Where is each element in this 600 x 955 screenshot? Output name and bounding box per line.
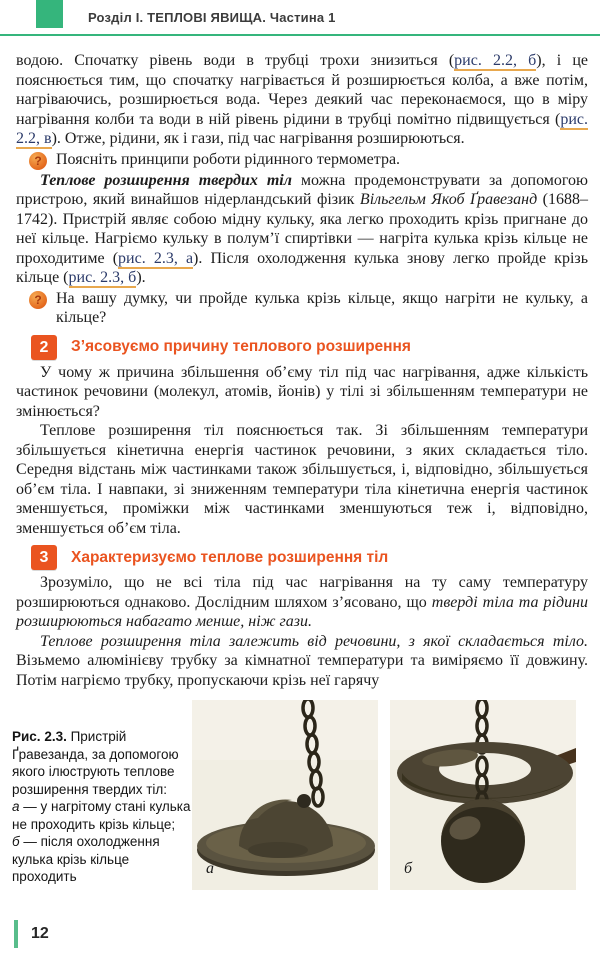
paragraph-text: ). — [136, 269, 146, 286]
chapter-color-tab — [36, 0, 63, 28]
section-number-badge: 2 — [31, 335, 57, 360]
paragraph-text: Зрозуміло, що не всі тіла під час нагрівання на ту саму температуру розширюються однаково. Дослідним шляхом з’ясовано, що — [16, 574, 588, 611]
paragraph-depends-on-substance — [16, 632, 588, 691]
chapter-running-title: Розділ І. ТЕПЛОВІ ЯВИЩА. Частина 1 — [88, 10, 336, 25]
question-icon: ? — [29, 152, 47, 170]
emphasized-statement: тверді тіла та рідини розширюються набагато менше, ніж гази. — [16, 593, 588, 630]
scientist-name: Вільгельм Якоб Ґравезанд — [359, 191, 538, 208]
paragraph-cause-question: У чому ж причина збільшення об’єму тіл під час нагрівання, адже кількість частинок речовини (молекул, атомів, йонів) у тілі зі збільшенням температури не змінюється? — [16, 363, 588, 420]
page-footer — [14, 920, 49, 948]
question-thermometer — [16, 150, 588, 170]
photo-a-illustration — [192, 700, 378, 890]
paragraph-text: ). Отже, рідини, як і гази, під час нагрівання розширюються. — [51, 130, 465, 147]
section-number-badge: 3 — [31, 545, 57, 570]
question-text: На вашу думку, чи пройде кулька крізь кільце, якщо нагріти не кульку, а кільце? — [56, 289, 588, 326]
page-number: 12 — [31, 925, 49, 942]
paragraph-text: можна продемонструвати за допомогою пристрою, який винайшов нідерландський фізик — [16, 171, 589, 208]
caption-item-b-marker: б — [12, 834, 20, 849]
figure-2-3a-link[interactable]: рис. 2.3, а — [118, 249, 194, 267]
caption-item-a-marker: а — [12, 799, 20, 814]
figure-2-3 — [12, 700, 600, 890]
figure-label: Рис. 2.3. — [12, 729, 67, 744]
paragraph-text: Візьмемо алюмінієву трубку за кімнатної температури та виміряємо її довжину. Потім нагріємо трубку, пропускаючи крізь неї гарячу — [16, 652, 588, 689]
section-heading-2 — [16, 335, 588, 360]
key-term: Теплове розширення твердих тіл — [40, 171, 292, 189]
question-icon: ? — [29, 291, 47, 309]
figure-2-2b-link[interactable]: рис. 2.2, б — [454, 52, 537, 69]
paragraph-text: (1688–1742). Пристрій являє собою мідну кульку, яка легко проходить крізь пригнане до неї кільце. Нагріємо кульку в полум’ї спиртівки — нагріта кулька крізь кільце не проходитиме ( — [16, 191, 589, 267]
section-title: Характеризуємо теплове розширення тіл — [71, 548, 389, 566]
paragraph-text: ). Після охолодження кулька знову легко пройде крізь кільце ( — [16, 249, 589, 286]
paragraph-text: ), і це пояснюється тим, що спочатку нагрівається й розширюється колба, а вже потім, нагріваючись, розширюється вода. Через деякий час переконаємося, що в міру нагрівання колби та води в ній рівень рідини в трубці помітно підвищується ( — [16, 52, 589, 128]
page-number-accent-bar — [14, 920, 18, 948]
photo-b-label: б — [404, 860, 413, 877]
paragraph-expansion-differs — [16, 573, 588, 632]
photo-b-ball-below-ring — [390, 700, 576, 890]
question-ring-heated — [16, 289, 588, 328]
caption-item-a-text: — у нагрітому стані кулька не проходить крізь кільце; — [12, 799, 191, 832]
paragraph-solids-expansion — [16, 171, 588, 288]
figure-2-3b-link[interactable]: рис. 2.3, б — [68, 269, 137, 286]
paragraph-liquids-expansion — [16, 51, 588, 149]
photo-a-label: а — [206, 860, 214, 877]
paragraph-cause-explanation: Теплове розширення тіл пояснюється так. Зі збільшенням температури збільшується кінетична енергія частинок речовини, з яких складається тіло. Середня відстань між частинками також збільшується, і, відповідно, збільшується об’єм тіла. І навпаки, зі зниженням температури тіла кінетична енергія частинок зменшується, проміжки між частинками зменшуються теж і, відповідно, зменшується об’єм тіла. — [16, 422, 588, 537]
caption-item-b-text: — після охолодження кулька крізь кільце проходить — [12, 834, 160, 884]
paragraph-text: водою. Спочатку рівень води в трубці трохи знизиться ( — [16, 52, 455, 69]
question-text: Поясніть принципи роботи рідинного термометра. — [56, 150, 401, 168]
photo-b-illustration — [390, 700, 576, 890]
section-heading-3 — [16, 545, 588, 570]
emphasized-statement: Теплове розширення тіла залежить від речовини, з якої складається тіло. — [40, 632, 588, 650]
main-text-column — [0, 36, 600, 690]
section-title: З’ясовуємо причину теплового розширення — [71, 338, 411, 356]
photo-a-ball-on-ring — [192, 700, 378, 890]
figure-caption — [12, 700, 192, 890]
page-header — [0, 0, 600, 36]
caption-intro: Пристрій Ґравезанда, за допомогою якого ілюструють теплове розширення твердих тіл: — [12, 729, 179, 797]
figure-2-2v-link[interactable]: рис. 2.2, в — [16, 110, 588, 147]
